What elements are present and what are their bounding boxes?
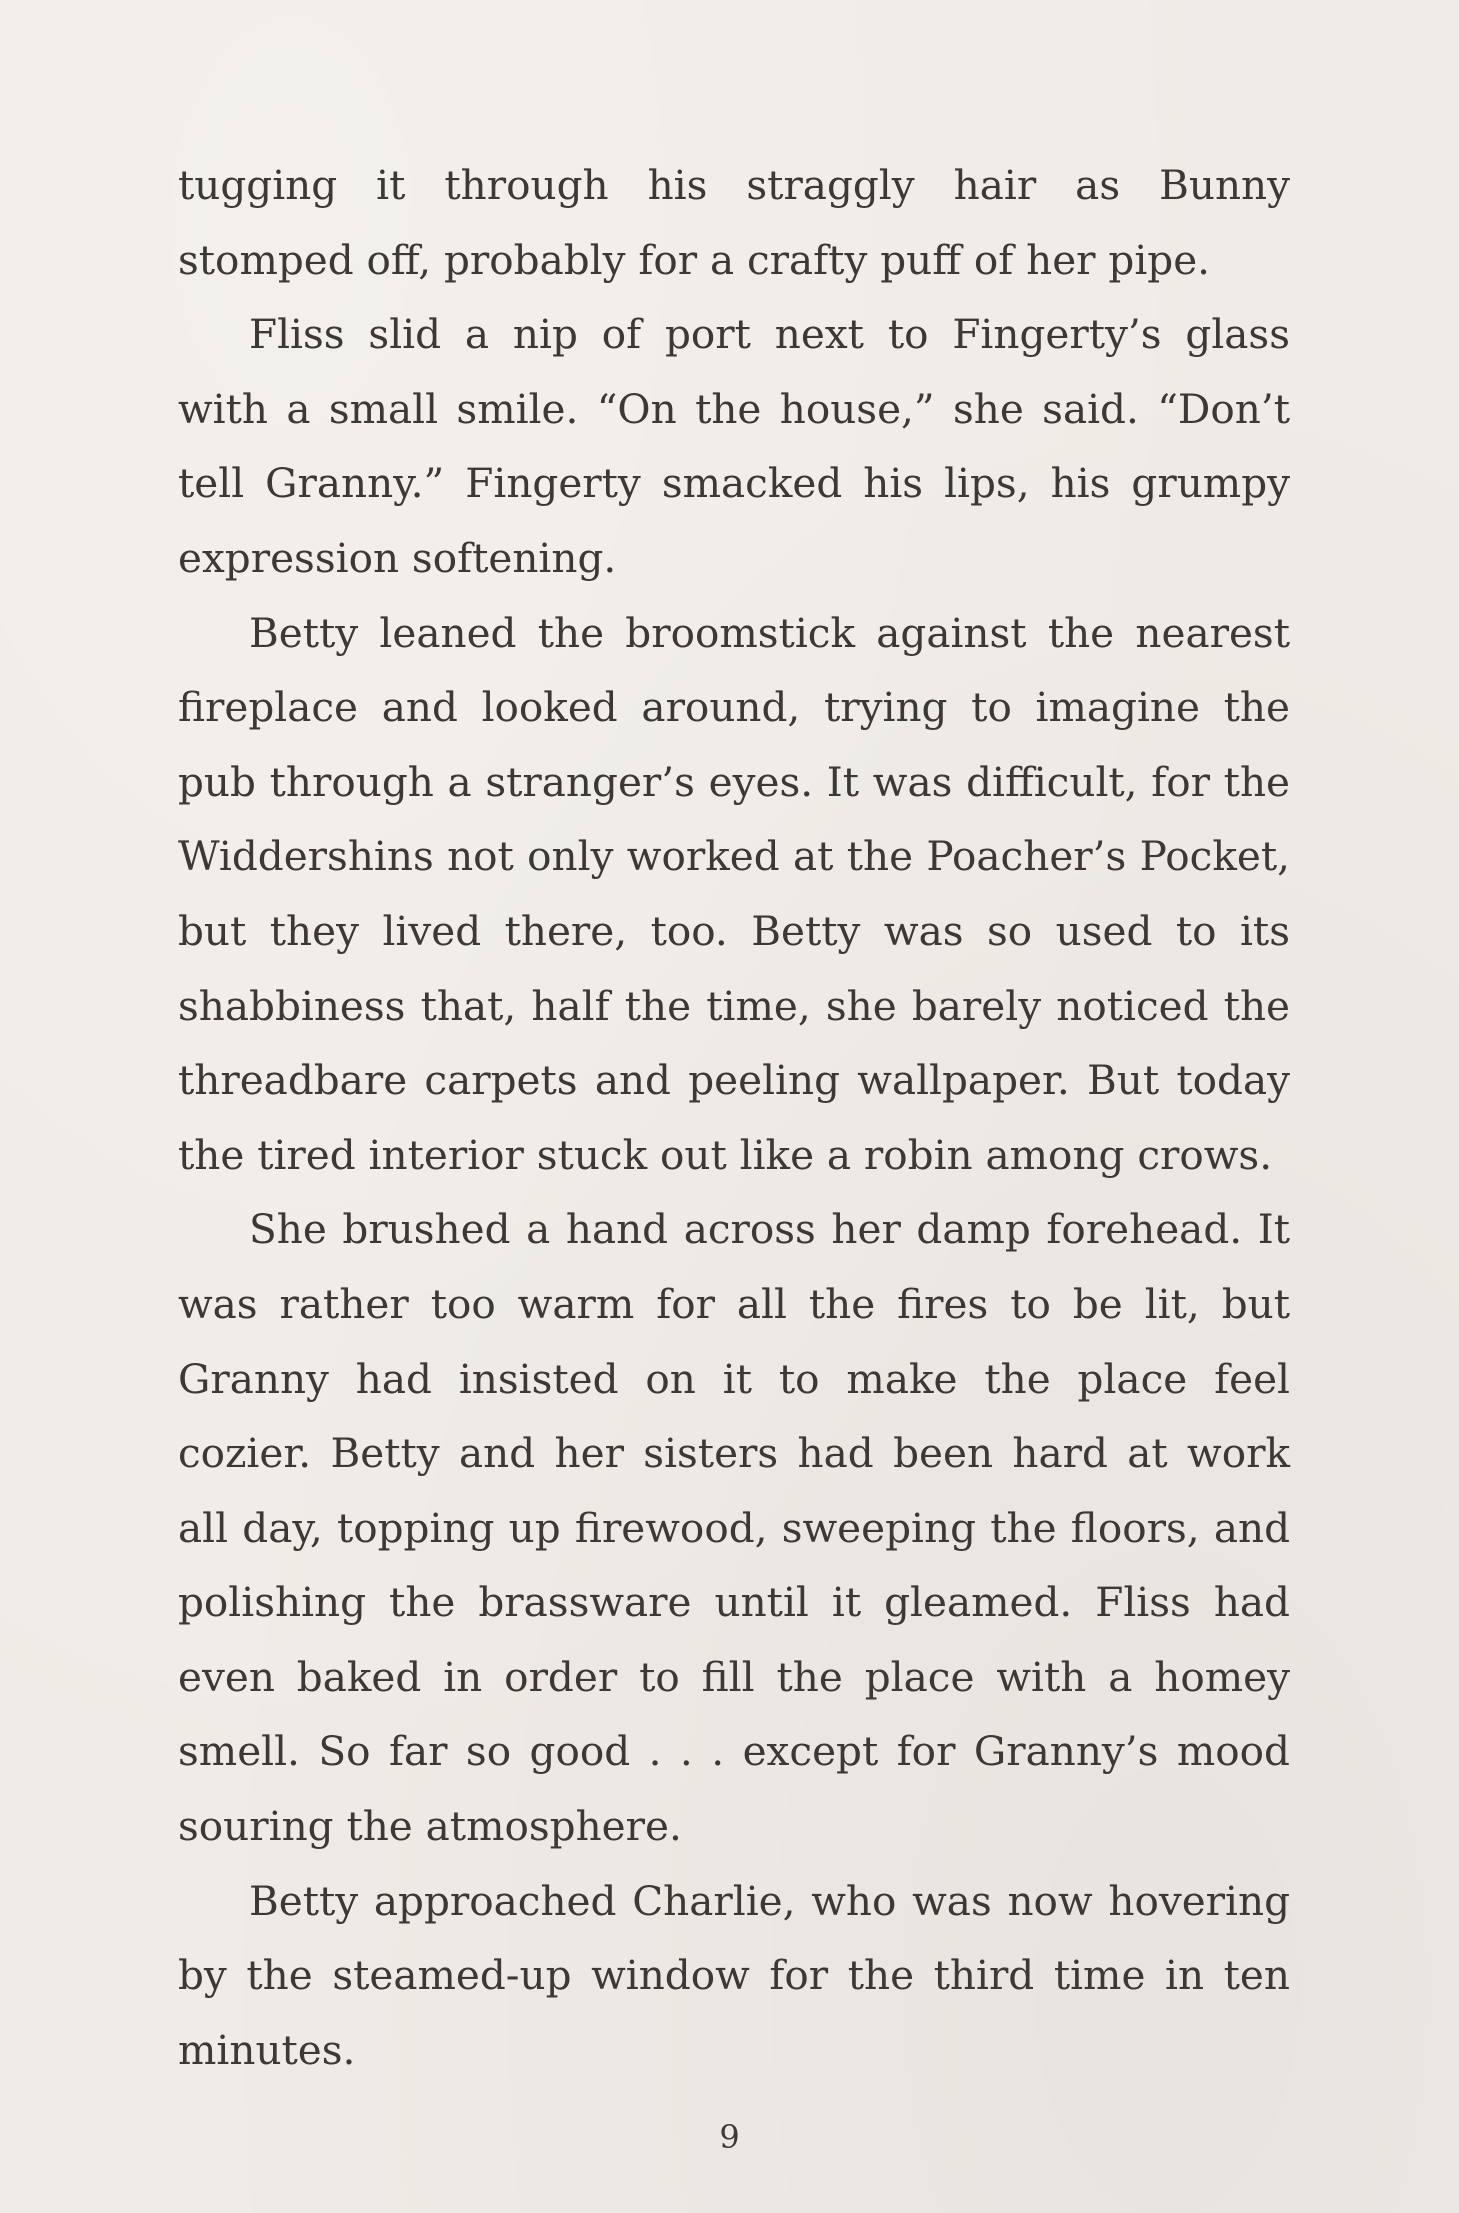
page-number: 9 — [719, 2118, 740, 2156]
body-text — [178, 148, 1290, 2087]
paragraph: Betty approached Charlie, who was now hovering by the steamed-up window for the third time in ten minutes. — [178, 1876, 1290, 2074]
paragraph: She brushed a hand across her damp forehead. It was rather too warm for all the fires to be lit, but Granny had insisted on it to make the place feel cozier. Betty and her sisters had been hard at work all day, topping up firewood, sweeping the floors, and polishing the brassware until it gleamed. Fliss had even baked in order to fill the place with a homey smell. So far so good . . . except for Granny’s mood souring the atmosphere. — [178, 1205, 1290, 1851]
paragraph: Betty leaned the broomstick against the nearest fireplace and looked around, trying to imagine the pub through a stranger’s eyes. It was difficult, for the Widdershins not only worked at the Poacher’s Pocket, but they lived there, too. Betty was so used to its shabbiness that, half the time, she barely noticed the threadbare carpets and peeling wallpaper. But today the tired interior stuck out like a robin among crows. — [178, 608, 1290, 1179]
paragraph: Fliss slid a nip of port next to Fingerty’s glass with a small smile. “On the house,” she said. “Don’t tell Granny.” Fingerty smacked his lips, his grumpy expression softening. — [178, 310, 1290, 582]
paragraph: tugging it through his straggly hair as Bunny stomped off, probably for a crafty puff of her pipe. — [178, 161, 1290, 284]
